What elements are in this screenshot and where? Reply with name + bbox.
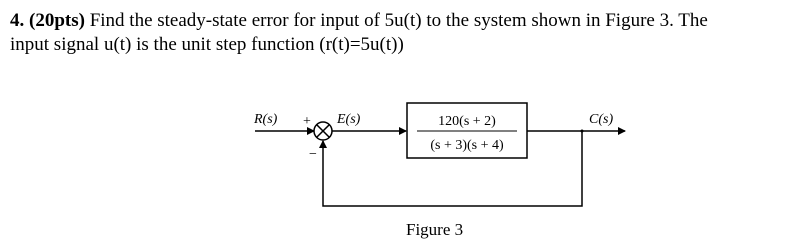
error-label: E(s) [337,112,361,127]
problem-text-line-2: input signal u(t) is the unit step function (r(t)=5u(t)) [10,34,404,55]
input-label: R(s) [254,112,278,127]
problem-points: (20pts) [29,10,85,31]
problem-number: 4. [10,10,25,31]
pickoff-point [581,130,584,133]
numerator-text: 120(s + 2) [438,114,496,129]
output-label: C(s) [589,112,614,127]
summing-junction [314,122,332,140]
denominator-text: (s + 3)(s + 4) [430,138,504,153]
plus-sign: + [303,114,311,129]
problem-text-line-1: Find the steady-state error for input of 5u(t) to the system shown in Figure 3. The [89,10,708,31]
figure-caption: Figure 3 [406,220,464,239]
minus-sign: − [309,147,317,162]
